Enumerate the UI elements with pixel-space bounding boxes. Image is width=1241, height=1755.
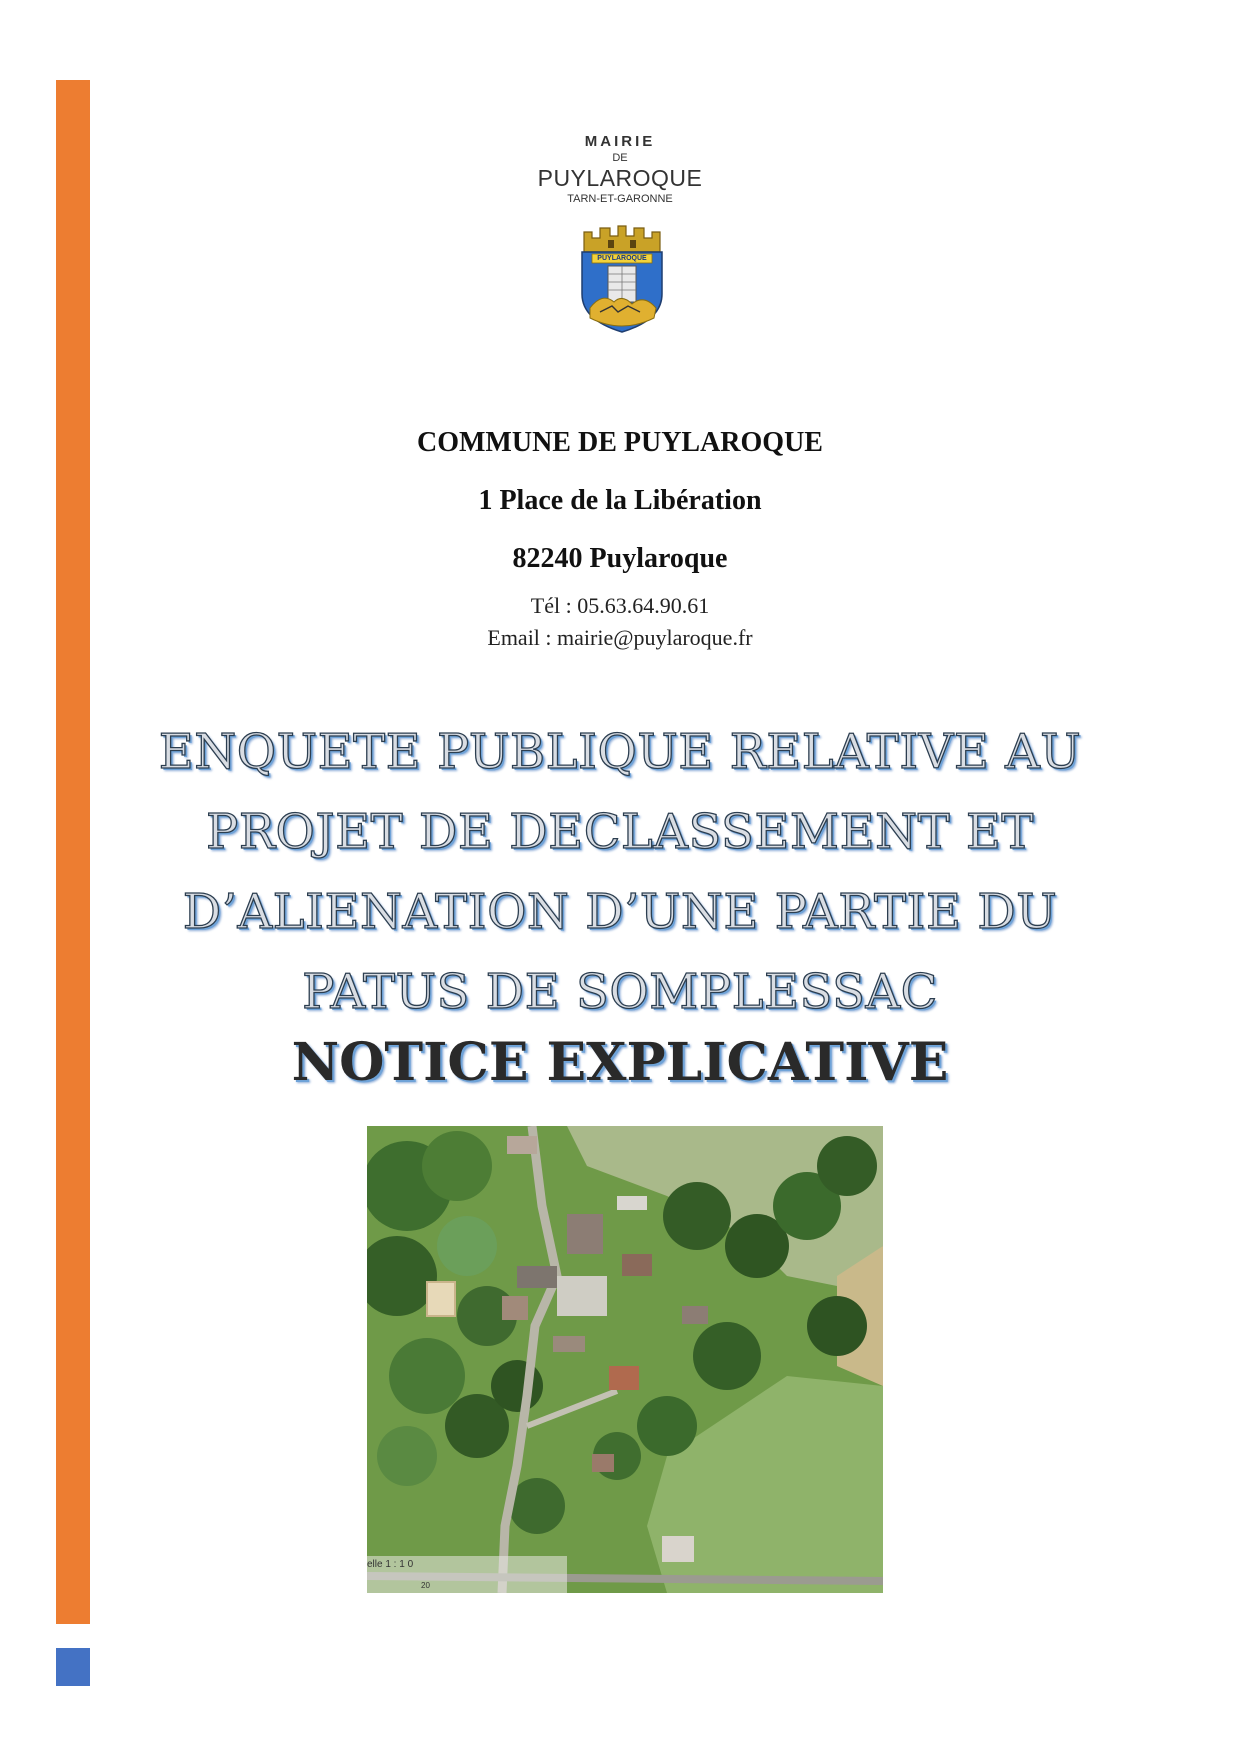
postal-city: 82240 Puylaroque — [512, 543, 728, 574]
address-block — [300, 414, 940, 588]
logo-town: PUYLAROQUE — [537, 165, 703, 191]
document-title — [120, 712, 1120, 1032]
logo-de: DE — [612, 152, 628, 164]
title-line-4: PATUS DE SOMPLESSAC — [302, 964, 938, 1020]
title-line-2: PROJET DE DECLASSEMENT ET — [206, 804, 1034, 860]
commune-name: COMMUNE DE PUYLAROQUE — [417, 427, 823, 458]
side-accent-square — [56, 1648, 90, 1686]
logo-mairie: MAIRIE — [584, 133, 656, 150]
aerial-bottom-label: 20 — [421, 1581, 430, 1590]
logo-department: TARN-ET-GARONNE — [567, 193, 673, 205]
phone-number: Tél : 05.63.64.90.61 — [530, 593, 710, 618]
email-address: Email : mairie@puylaroque.fr — [487, 625, 753, 650]
mairie-logo-text — [520, 133, 720, 207]
street-address: 1 Place de la Libération — [478, 485, 762, 516]
contact-block — [300, 590, 940, 654]
aerial-photo — [367, 1126, 883, 1593]
aerial-scale-label: elle 1 : 1 0 — [367, 1559, 414, 1570]
crest-banner-text: PUYLAROQUE — [597, 255, 647, 262]
side-accent-bar — [56, 80, 90, 1624]
title-line-1: ENQUETE PUBLIQUE RELATIVE AU — [158, 724, 1082, 780]
coat-of-arms-icon — [578, 222, 666, 334]
document-subtitle: NOTICE EXPLICATIVE — [291, 1032, 949, 1093]
title-line-3: D’ALIENATION D’UNE PARTIE DU — [182, 884, 1058, 940]
